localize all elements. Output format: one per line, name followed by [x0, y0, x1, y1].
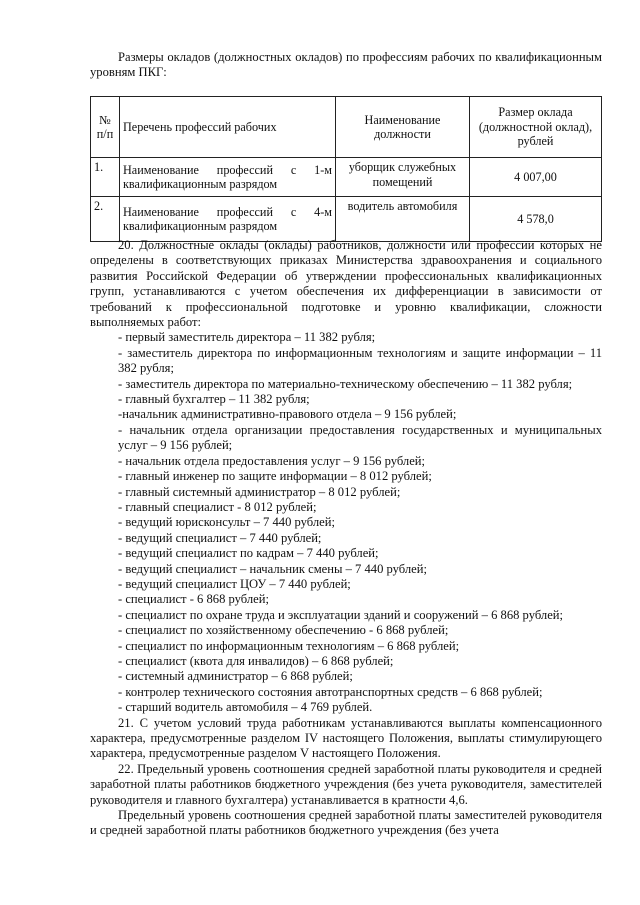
document-body: [90, 238, 602, 839]
list-item: - специалист (квота для инвалидов) – 6 868 рублей;: [118, 653, 394, 668]
list-item: - контролер технического состояния автотранспортных средств – 6 868 рублей;: [118, 684, 543, 699]
list-item: - первый заместитель директора – 11 382 рубля;: [118, 330, 376, 345]
row-profession: Наименование профессий с 1-м квалификационным разрядом: [120, 158, 336, 197]
list-item: - специалист по охране труда и эксплуатации зданий и сооружений – 6 868 рублей;: [118, 607, 564, 622]
row-profession: Наименование профессий с 4-м квалификационным разрядом: [120, 197, 336, 242]
paragraph-22: 22. Предельный уровень соотношения средней заработной платы руководителя и средней заработной платы работников бюджетного учреждения (без учета руководителя, заместителей руководителя и главного бухгалтера) устанавливается в кратности 4,6.: [90, 761, 602, 807]
list-item: - заместитель директора по информационным технологиям и защите информации – 11 382 рубля;: [118, 345, 602, 376]
header-position: Наименование должности: [336, 97, 470, 158]
list-item: - главный бухгалтер – 11 382 рубля;: [118, 392, 310, 407]
header-salary: Размер оклада (должностной оклад), рублей: [470, 97, 602, 158]
list-item: - специалист по информационным технологиям – 6 868 рублей;: [118, 638, 460, 653]
list-item: - ведущий юрисконсульт – 7 440 рублей;: [118, 515, 335, 530]
list-item: - главный системный администратор – 8 012 рублей;: [118, 484, 401, 499]
list-item: - специалист по хозяйственному обеспечению - 6 868 рублей;: [118, 623, 449, 638]
paragraph-21: 21. С учетом условий труда работникам устанавливаются выплаты компенсационного характера, предусмотренные разделом IV настоящего Положения, выплаты стимулирующего характера, предусмотренные разделом V настоящего Положения.: [90, 715, 602, 761]
position-salary-list: [90, 330, 602, 715]
list-item: - главный инженер по защите информации – 8 012 рублей;: [118, 469, 432, 484]
list-item: - начальник отдела предоставления услуг – 9 156 рублей;: [118, 453, 426, 468]
row-salary: 4 578,0: [470, 197, 602, 242]
list-item: - системный администратор – 6 868 рублей;: [118, 669, 353, 684]
header-profession: Перечень профессий рабочих: [120, 97, 336, 158]
list-item: - старший водитель автомобиля – 4 769 рублей.: [118, 700, 373, 715]
list-item: -начальник административно-правового отдела – 9 156 рублей;: [118, 407, 457, 422]
list-item: - начальник отдела организации предоставления государственных и муниципальных услуг – 9 156 рублей;: [118, 422, 602, 453]
row-num: 2.: [91, 197, 120, 242]
header-num: № п/п: [91, 97, 120, 158]
row-position: уборщик служебных помещений: [336, 158, 470, 197]
row-position: водитель автомобиля: [336, 197, 470, 242]
list-item: - ведущий специалист – начальник смены – 7 440 рублей;: [118, 561, 428, 576]
list-item: - главный специалист - 8 012 рублей;: [118, 499, 317, 514]
list-item: - специалист - 6 868 рублей;: [118, 592, 270, 607]
row-num: 1.: [91, 158, 120, 197]
table-header-row: [91, 97, 602, 158]
intro-paragraph: Размеры окладов (должностных окладов) по профессиям рабочих по квалификационным уровням ПКГ:: [90, 50, 602, 80]
table-row: [91, 158, 602, 197]
list-item: - ведущий специалист ЦОУ – 7 440 рублей;: [118, 576, 351, 591]
paragraph-22-continuation: Предельный уровень соотношения средней заработной платы заместителей руководителя и средней заработной платы работников бюджетного учреждения (без учета: [90, 808, 602, 838]
paragraph-20: 20. Должностные оклады (оклады) работников, должности или профессии которых не определены в соответствующих приказах Министерства здравоохранения и социального развития Российской Федерации об утверждении профессиональных квалификационных групп, устанавливаются с учетом обеспечения их дифференциации в зависимости от требований к профессиональной подготовке и уровню квалификации, сложности выполняемых работ:: [90, 238, 602, 330]
salary-table: [90, 96, 602, 242]
table-row: [91, 197, 602, 242]
list-item: - ведущий специалист – 7 440 рублей;: [118, 530, 322, 545]
list-item: - заместитель директора по материально-техническому обеспечению – 11 382 рубля;: [118, 376, 573, 391]
row-salary: 4 007,00: [470, 158, 602, 197]
list-item: - ведущий специалист по кадрам – 7 440 рублей;: [118, 546, 379, 561]
